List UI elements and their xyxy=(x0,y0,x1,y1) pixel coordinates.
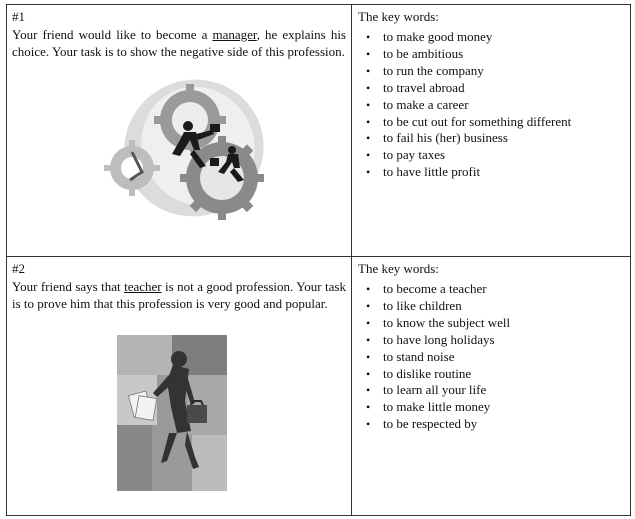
keyword-item: • to run the company xyxy=(366,63,630,80)
keywords-list-2 xyxy=(352,281,630,433)
keyword-item: • to become a teacher xyxy=(366,281,630,298)
task-text-1: Your friend would like to become a manager, he explains his choice. Your task is to show the negative side of this profession. xyxy=(12,27,346,59)
card-number-2: #2 xyxy=(12,261,25,276)
card-row-2 xyxy=(7,257,631,516)
task-cards-table xyxy=(6,4,631,516)
keywords-title-1: The key words: xyxy=(358,9,439,24)
keyword-item: • to pay taxes xyxy=(366,147,630,164)
keyword-item: • to make a career xyxy=(366,97,630,114)
keyword-item: • to like children xyxy=(366,298,630,315)
keywords-cell-2 xyxy=(352,257,631,516)
keyword-item: • to have little profit xyxy=(366,164,630,181)
card-row-1 xyxy=(7,5,631,257)
profession-teacher: teacher xyxy=(124,279,162,294)
businessmen-running-on-gears-icon xyxy=(102,76,267,236)
businesswoman-with-briefcase-icon xyxy=(117,335,227,491)
keyword-item: • to make good money xyxy=(366,29,630,46)
keyword-item: • to dislike routine xyxy=(366,366,630,383)
keywords-title-2: The key words: xyxy=(358,261,439,276)
keyword-item: • to be cut out for something different xyxy=(366,114,630,131)
keywords-list-1 xyxy=(352,29,630,181)
keyword-item: • to be ambitious xyxy=(366,46,630,63)
keyword-item: • to stand noise xyxy=(366,349,630,366)
task-text-2: Your friend says that teacher is not a good profession. Your task is to prove him that this profession is very good and popular. xyxy=(12,279,346,311)
keyword-item: • to be respected by xyxy=(366,416,630,433)
keyword-item: • to know the subject well xyxy=(366,315,630,332)
card-number-1: #1 xyxy=(12,9,25,24)
keyword-item: • to learn all your life xyxy=(366,382,630,399)
keyword-item: • to have long holidays xyxy=(366,332,630,349)
keyword-item: • to fail his (her) business xyxy=(366,130,630,147)
profession-manager: manager xyxy=(212,27,257,42)
keyword-item: • to make little money xyxy=(366,399,630,416)
keywords-cell-1 xyxy=(352,5,631,257)
keyword-item: • to travel abroad xyxy=(366,80,630,97)
